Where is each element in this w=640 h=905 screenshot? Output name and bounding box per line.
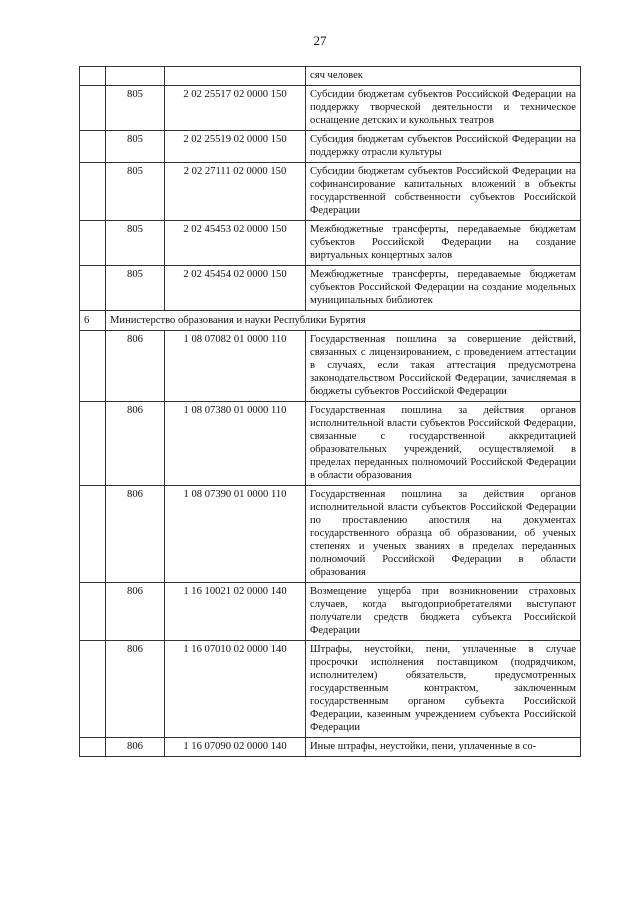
table-row bbox=[80, 67, 581, 86]
revenue-description: Субсидии бюджетам субъектов Российской Федерации на поддержку творческой деятельности и техническое оснащение детских и кукольных театров bbox=[306, 86, 581, 131]
budget-code: 2 02 25519 02 0000 150 bbox=[165, 131, 306, 163]
revenue-description: Иные штрафы, неустойки, пени, уплаченные в со- bbox=[306, 738, 581, 757]
budget-code: 2 02 45453 02 0000 150 bbox=[165, 221, 306, 266]
budget-code: 1 08 07380 01 0000 110 bbox=[165, 402, 306, 486]
ministry-name: Министерство образования и науки Республики Бурятия bbox=[106, 311, 581, 331]
table-row bbox=[80, 331, 581, 402]
revenue-codes-table bbox=[79, 66, 581, 757]
table-row bbox=[80, 486, 581, 583]
admin-code: 806 bbox=[106, 583, 165, 641]
table-row bbox=[80, 583, 581, 641]
ministry-row bbox=[80, 311, 581, 331]
budget-code: 1 16 07010 02 0000 140 bbox=[165, 641, 306, 738]
admin-code: 805 bbox=[106, 266, 165, 311]
page-number: 27 bbox=[313, 33, 327, 48]
revenue-description: Субсидии бюджетам субъектов Российской Федерации на софинансирование капитальных вложений в объекты государственной собственности субъектов Российской Федерации bbox=[306, 163, 581, 221]
admin-code: 806 bbox=[106, 402, 165, 486]
budget-code: 1 16 07090 02 0000 140 bbox=[165, 738, 306, 757]
budget-code: 2 02 25517 02 0000 150 bbox=[165, 86, 306, 131]
admin-code: 806 bbox=[106, 738, 165, 757]
revenue-description: Межбюджетные трансферты, передаваемые бюджетам субъектов Российской Федерации на создание виртуальных концертных залов bbox=[306, 221, 581, 266]
admin-code: 805 bbox=[106, 86, 165, 131]
revenue-description: Государственная пошлина за действия органов исполнительной власти субъектов Российской Федерации, связанные с государственной аккредитацией образовательных учреждений, осуществляемой в пределах переданных полномочий Российской Федерации в области образования bbox=[306, 402, 581, 486]
admin-code bbox=[106, 67, 165, 86]
budget-code: 2 02 45454 02 0000 150 bbox=[165, 266, 306, 311]
revenue-description: Штрафы, неустойки, пени, уплаченные в случае просрочки исполнения поставщиком (подрядчиком, исполнителем) обязательств, предусмотренных государственным контрактом, заключенным государственным органом субъекта Российской Федерации, казенным учреждением субъекта Российской Федерации bbox=[306, 641, 581, 738]
table-row bbox=[80, 86, 581, 131]
admin-code: 805 bbox=[106, 131, 165, 163]
revenue-description: Государственная пошлина за действия органов исполнительной власти субъектов Российской Федерации по проставлению апостиля на документах государственного образца об образовании, об ученых степенях и ученых званиях в пределах переданных полномочий Российской Федерации в области образования bbox=[306, 486, 581, 583]
table-row bbox=[80, 738, 581, 757]
budget-code: 2 02 27111 02 0000 150 bbox=[165, 163, 306, 221]
budget-code: 1 08 07390 01 0000 110 bbox=[165, 486, 306, 583]
table-row bbox=[80, 131, 581, 163]
admin-code: 805 bbox=[106, 221, 165, 266]
admin-code: 806 bbox=[106, 331, 165, 402]
revenue-description: Субсидия бюджетам субъектов Российской Федерации на поддержку отрасли культуры bbox=[306, 131, 581, 163]
admin-code: 806 bbox=[106, 486, 165, 583]
budget-code: 1 08 07082 01 0000 110 bbox=[165, 331, 306, 402]
table-row bbox=[80, 402, 581, 486]
budget-code bbox=[165, 67, 306, 86]
table-row bbox=[80, 163, 581, 221]
admin-code: 806 bbox=[106, 641, 165, 738]
revenue-description: сяч человек bbox=[306, 67, 581, 86]
admin-code: 805 bbox=[106, 163, 165, 221]
revenue-description: Межбюджетные трансферты, передаваемые бюджетам субъектов Российской Федерации на создание модельных муниципальных библиотек bbox=[306, 266, 581, 311]
budget-code: 1 16 10021 02 0000 140 bbox=[165, 583, 306, 641]
table-row bbox=[80, 641, 581, 738]
revenue-description: Возмещение ущерба при возникновении страховых случаев, когда выгодоприобретателями выступают получатели средств бюджета субъекта Российской Федерации bbox=[306, 583, 581, 641]
table-row bbox=[80, 221, 581, 266]
revenue-description: Государственная пошлина за совершение действий, связанных с лицензированием, с проведением аттестации в случаях, если такая аттестация предусмотрена законодательством Российской Федерации, зачисляемая в бюджеты субъектов Российской Федерации bbox=[306, 331, 581, 402]
table-row bbox=[80, 266, 581, 311]
ministry-number: 6 bbox=[80, 311, 106, 331]
